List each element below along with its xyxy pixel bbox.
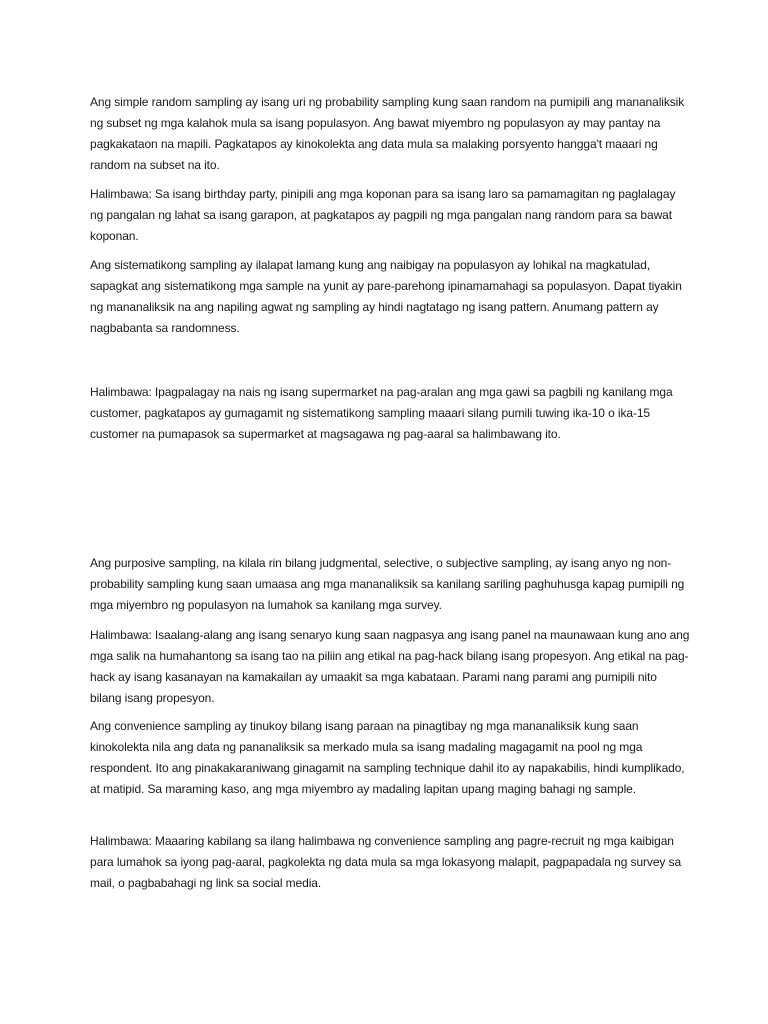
paragraph-systematic-example: Halimbawa: Ipagpalagay na nais ng isang supermarket na pag-aralan ang mga gawi sa pagbili ng kanilang mga customer, pagkatapos ay gumagamit ng sistematikong sampling maaari silang pumili tuwing ika-10 o ika-15 customer na pumapasok sa supermarket at magsagawa ng pag-aaral sa halimbawang ito.	[90, 385, 673, 441]
paragraph-convenience-example: Halimbawa: Maaaring kabilang sa ilang halimbawa ng convenience sampling ang pagre-recruit ng mga kaibigan para lumahok sa iyong pag-aaral, pagkolekta ng data mula sa mga lokasyong malapit, pagpapadala ng survey sa mail, o pagbabahagi ng link sa social media.	[90, 834, 682, 890]
paragraph-purposive-sampling: Ang purposive sampling, na kilala rin bilang judgmental, selective, o subjective sampling, ay isang anyo ng non-probability sampling kung saan umaasa ang mga mananaliksik sa kanilang sariling paghuhusga kapag pumipili ng mga miyembro ng populasyon na lumahok sa kanilang mga survey.	[90, 556, 685, 612]
paragraph-simple-random-example: Halimbawa: Sa isang birthday party, pinipili ang mga koponan para sa isang laro sa pamamagitan ng paglalagay ng pangalan ng lahat sa isang garapon, at pagkatapos ay pagpili ng mga pangalan nang random para sa bawat koponan.	[90, 187, 676, 243]
paragraph-convenience-sampling: Ang convenience sampling ay tinukoy bilang isang paraan na pinagtibay ng mga mananaliksik kung saan kinokolekta nila ang data ng pananaliksik sa merkado mula sa isang madaling magagamit na pool ng mga respondent. Ito ang pinakakaraniwang ginagamit na sampling technique dahil ito ay napakabilis, hindi kumplikado, at matipid. Sa maraming kaso, ang mga miyembro ay madaling lapitan upang maging bahagi ng sample.	[90, 719, 685, 796]
paragraph-purposive-example: Halimbawa: Isaalang-alang ang isang senaryo kung saan nagpasya ang isang panel na maunawaan kung ano ang mga salik na humahantong sa isang tao na piliin ang etikal na pag-hack bilang isang propesyon. Ang etikal na pag-hack ay isang kasanayan na kamakailan ay umaakit sa mga kabataan. Parami nang parami ang pumipili nito bilang isang propesyon.	[90, 628, 690, 705]
paragraph-systematic-sampling: Ang sistematikong sampling ay ilalapat lamang kung ang naibigay na populasyon ay lohikal na magkatulad, sapagkat ang sistematikong mga sample na yunit ay pare-parehong ipinamamahagi sa populasyon. Dapat tiyakin ng mananaliksik na ang napiling agwat ng sampling ay hindi nagtatago ng isang pattern. Anumang pattern ay nagbabanta sa randomness.	[90, 258, 682, 335]
paragraph-simple-random-sampling: Ang simple random sampling ay isang uri ng probability sampling kung saan random na pumipili ang mananaliksik ng subset ng mga kalahok mula sa isang populasyon. Ang bawat miyembro ng populasyon ay may pantay na pagkakataon na mapili. Pagkatapos ay kinokolekta ang data mula sa malaking porsyento hangga't maaari ng random na subset na ito.	[90, 95, 685, 172]
